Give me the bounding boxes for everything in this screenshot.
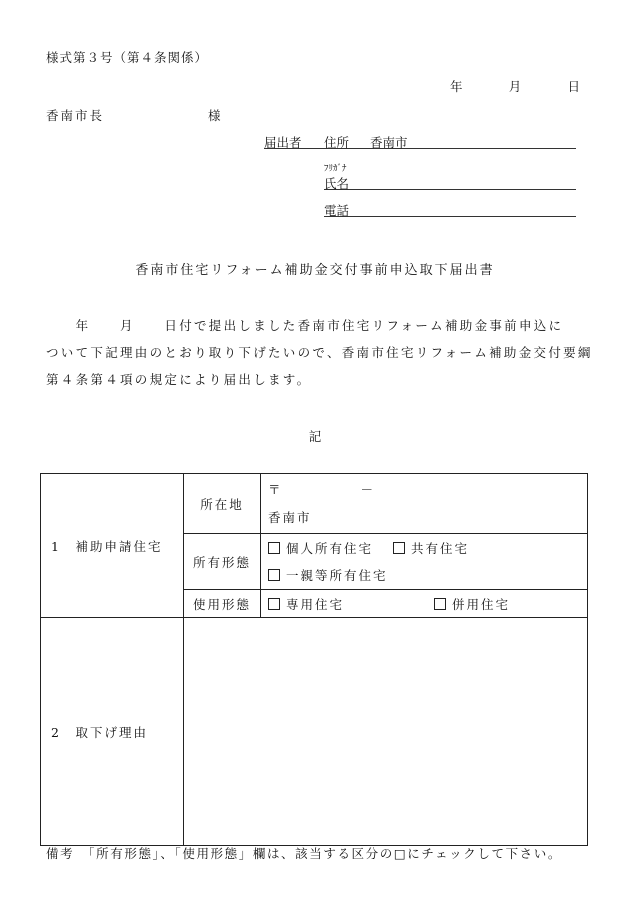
ownership-row-1 xyxy=(261,534,588,562)
address-row[interactable] xyxy=(264,133,576,149)
ownership-row-2 xyxy=(261,562,588,590)
postal-line xyxy=(268,476,587,504)
ownership-opt3-label: 一親等所有住宅 xyxy=(286,568,388,584)
section1-label: 1 補助申請住宅 xyxy=(41,474,184,618)
furigana-label: ﾌﾘｶﾞﾅ xyxy=(324,164,347,174)
ownership-opt1-checkbox[interactable] xyxy=(268,542,280,554)
form-number: 様式第３号（第４条関係） xyxy=(46,50,209,65)
location-city: 香南市 xyxy=(268,509,312,525)
name-row[interactable] xyxy=(324,174,576,190)
usage-label: 使用形態 xyxy=(184,590,261,618)
ownership-opt3-checkbox[interactable] xyxy=(268,569,280,581)
ki-heading: 記 xyxy=(308,429,322,444)
footnote: 備考 「所有形態」、「使用形態」欄は、該当する区分の□にチェックして下さい。 xyxy=(46,846,562,861)
addressee-honorific: 様 xyxy=(208,108,221,123)
body-text xyxy=(46,312,593,393)
ownership-opt1-label: 個人所有住宅 xyxy=(286,540,374,556)
date-month: 月 xyxy=(508,79,522,94)
addressee: 香南市長 xyxy=(46,108,105,123)
ownership-opt2-label: 共有住宅 xyxy=(411,540,470,556)
ownership-opt2-checkbox[interactable] xyxy=(393,542,405,554)
location-cell[interactable] xyxy=(261,474,588,534)
body-line-3: 第４条第４項の規定により届出します。 xyxy=(46,372,312,387)
body-line-1: 年 月 日付で提出しました香南市住宅リフォーム補助金事前申込に xyxy=(46,318,564,333)
section2-label: 2 取下げ理由 xyxy=(41,618,184,846)
reason-field[interactable] xyxy=(184,618,588,846)
date-day: 日 xyxy=(567,79,580,94)
ownership-label: 所有形態 xyxy=(184,534,261,590)
postal-mark: 〒 xyxy=(268,481,283,497)
usage-row xyxy=(261,590,588,618)
details-table xyxy=(40,473,588,846)
document-title: 香南市住宅リフォーム補助金交付事前申込取下届出書 xyxy=(135,263,495,278)
location-label: 所在地 xyxy=(184,474,261,534)
usage-opt1-checkbox[interactable] xyxy=(268,598,280,610)
usage-opt2-label: 併用住宅 xyxy=(452,596,511,612)
address-label: 住所 xyxy=(324,135,350,150)
name-label: 氏名 xyxy=(324,176,350,191)
phone-label: 電話 xyxy=(324,203,350,218)
date-year: 年 xyxy=(450,79,463,94)
body-line-2: ついて下記理由のとおり取り下げたいので、香南市住宅リフォーム補助金交付要綱 xyxy=(46,345,593,360)
applicant-block xyxy=(264,133,576,223)
applicant-label: 届出者 xyxy=(264,135,302,150)
usage-opt2-checkbox[interactable] xyxy=(434,598,446,610)
date-line xyxy=(450,77,580,95)
phone-row[interactable] xyxy=(324,201,576,217)
postal-dash: － xyxy=(360,481,376,497)
address-value: 香南市 xyxy=(370,135,408,150)
usage-opt1-label: 専用住宅 xyxy=(286,596,345,612)
